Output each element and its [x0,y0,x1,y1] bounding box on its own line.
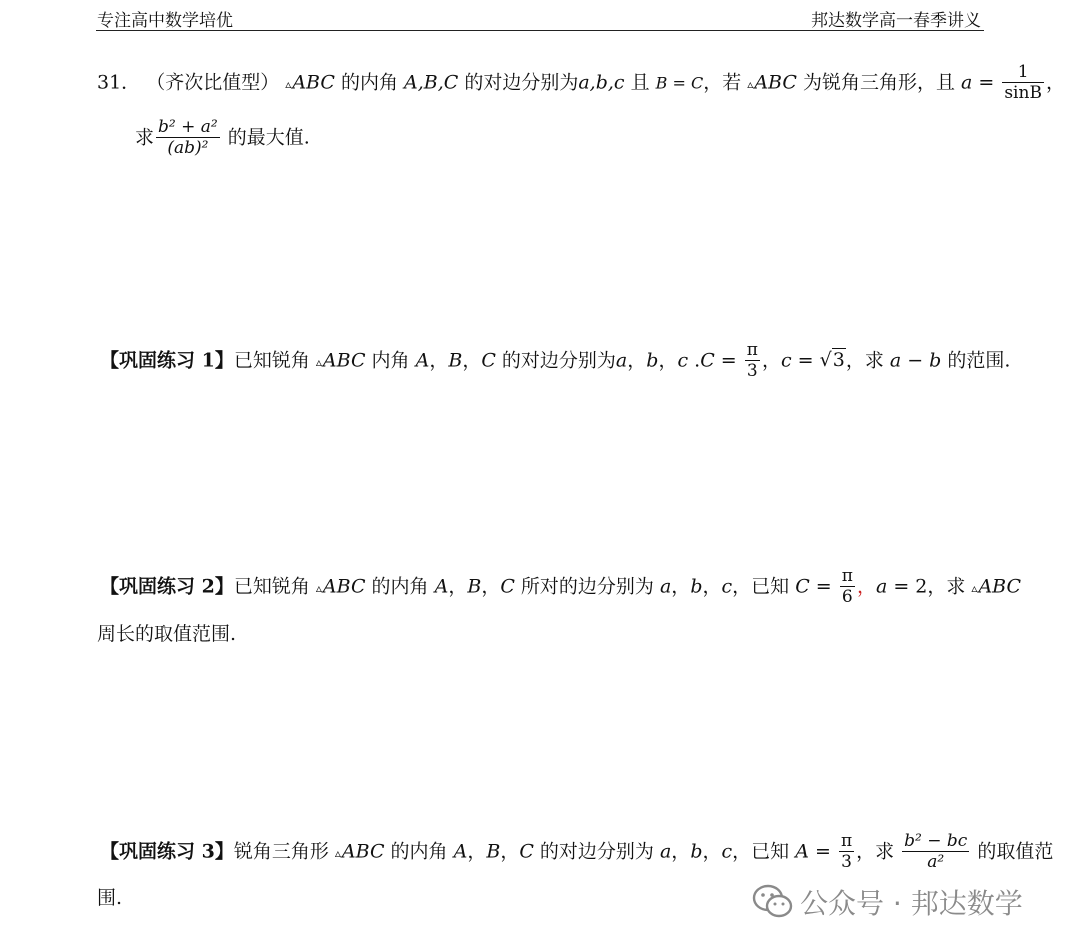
problem-number: 31． [97,71,141,94]
exercise-2-line-2: 周长的取值范围. [97,623,237,645]
fraction-expression: $\frac{\text{b² − bc}}{\text{a²}}$ [904,831,968,873]
watermark [752,882,1052,922]
exercise-3: 【巩固练习 3】锐角三角形 ▵ABC 的内角 A，B，C 的对边分别为 a，b，c，已知 A = $\frac{\pi}{3}$ ，求 $\frac{\text{b² − bc}}{\text{a²}}$ 的取值范 [100,831,1054,873]
exercise-3-line-2: 围. [97,887,123,909]
problem-31-line-2: 求 $\frac{\text{b² + a²}}{\text{(ab)²}}$ 的最大值. [135,117,310,159]
fraction-pi-over-3: $\frac{\pi}{3}$ [840,831,853,873]
problem-tag: （齐次比值型） [146,71,280,94]
fraction-expression: $\frac{\text{b² + a²}}{\text{(ab)²}}$ [158,117,218,159]
exercise-label: 【巩固练习 2】 [100,575,234,598]
watermark-text: 公众号 · 邦达数学 [800,887,1023,920]
exercise-2: 【巩固练习 2】已知锐角 ▵ABC 的内角 A，B，C 所对的边分别为 a，b，c，已知 C = $\frac{\pi}{6}$ ，a = 2，求 ▵ABC [100,566,1022,608]
exercise-label: 【巩固练习 3】 [100,840,234,863]
header-rule [96,30,984,31]
problem-31-line-1: 31． （齐次比值型） ▵ABC 的内角 A,B,C 的对边分别为a,b,c 且 B = C，若 ▵ABC 为锐角三角形，且 a = $\frac{1}{\sin B}$ ， [97,62,1065,104]
triangle-icon: ▵ [285,77,292,92]
header-right: 邦达数学高一春季讲义 [811,11,981,31]
fraction-one-over-sinB: $\frac{1}{\sin B}$ [1004,62,1042,104]
sqrt-three: √3 [819,349,845,372]
fraction-pi-over-6: $\frac{\pi}{6}$ [841,566,853,608]
exercise-1: 【巩固练习 1】已知锐角 ▵ABC 内角 A，B，C 的对边分别为a，b，c .C = $\frac{\pi}{3}$ ，c = √3，求 a − b 的范围. [100,340,1011,382]
wechat-icon [752,883,794,921]
fraction-pi-over-3: $\frac{\pi}{3}$ [746,340,758,382]
exercise-label: 【巩固练习 1】 [100,349,234,372]
header-left: 专注高中数学培优 [97,11,233,31]
